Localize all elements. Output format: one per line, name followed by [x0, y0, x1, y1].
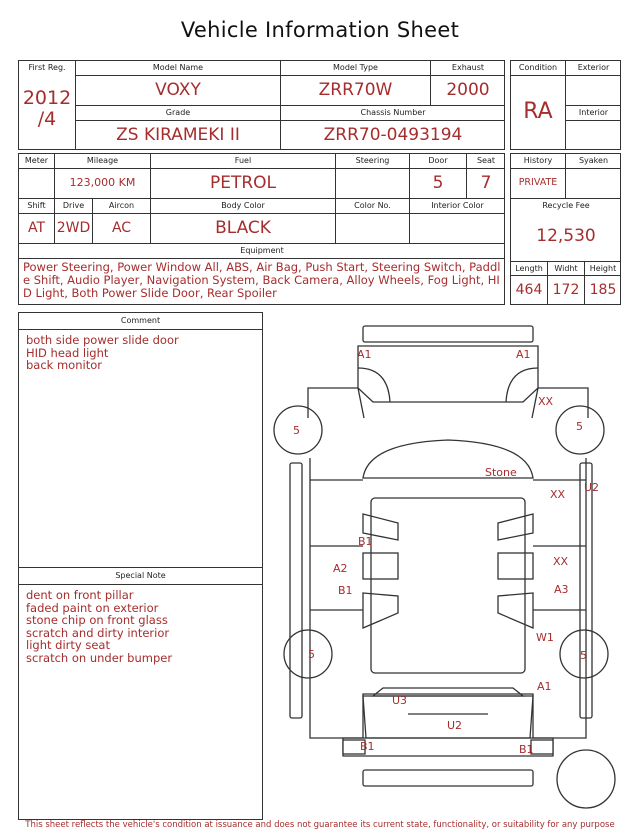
damage-mark: U2 [584, 481, 600, 494]
right-rear-window [498, 593, 533, 628]
hood [358, 346, 538, 402]
damage-mark: W1 [536, 631, 554, 644]
syaken-label: Syaken [566, 154, 621, 169]
car-damage-diagram [268, 318, 630, 818]
height-label: Height [585, 262, 621, 276]
grade-value: ZS KIRAMEKI II [116, 125, 240, 145]
drive-value: 2WD [56, 220, 91, 236]
door-label: Door [410, 154, 466, 169]
damage-mark: A2 [333, 562, 348, 575]
damage-mark: U3 [392, 694, 408, 707]
left-mid-window [363, 553, 398, 579]
fuel-value: PETROL [209, 173, 277, 193]
special-note-line: dent on front pillar [26, 588, 134, 602]
special-note-section [19, 567, 262, 664]
model-name-label: Model Name [76, 61, 280, 76]
seat-label: Seat [467, 154, 505, 169]
damage-mark: 5 [576, 420, 583, 433]
rear-under-bumper [363, 770, 533, 786]
equipment-label: Equipment [19, 244, 505, 259]
shift-label: Shift [19, 199, 54, 214]
first-reg-label: First Reg. [28, 63, 66, 72]
damage-mark: A1 [516, 348, 531, 361]
special-note-line: scratch on under bumper [26, 650, 173, 665]
special-note-line: light dirty seat [26, 638, 110, 652]
recycle-fee-value: 12,530 [536, 226, 596, 246]
recycle-fee-label: Recycle Fee [542, 201, 590, 210]
exhaust-value: 2000 [446, 80, 490, 100]
damage-mark: XX [553, 555, 569, 568]
mileage-value: 123,000 KM [69, 176, 136, 189]
damage-mark: B1 [519, 743, 534, 756]
history-table [510, 153, 621, 305]
width-value: 172 [552, 282, 580, 298]
condition-value: RA [523, 99, 553, 124]
first-reg-value: 2012 /4 [22, 87, 72, 130]
spec-table [18, 153, 505, 305]
history-label: History [511, 154, 565, 169]
damage-mark: XX [538, 395, 554, 408]
damage-mark: A3 [554, 583, 569, 596]
damage-mark: XX [550, 488, 566, 501]
condition-label: Condition [511, 61, 565, 76]
vehicle-info-table [18, 60, 505, 150]
equipment-value: Power Steering, Power Window All, ABS, Air Bag, Push Start, Steering Switch, Paddle Shift, Audio Player, Navigation System, Back Camera, Alloy Wheels, Fog Light, HID Light, Both Power Slide Door, Rear Spoiler [23, 260, 501, 300]
mileage-label: Mileage [55, 154, 150, 169]
damage-mark: A1 [537, 680, 552, 693]
roof [371, 498, 525, 673]
seat-value: 7 [480, 173, 492, 193]
rear-lamp-right [531, 740, 553, 754]
hood-left-arc [358, 368, 390, 402]
damage-mark: 5 [293, 424, 300, 437]
damage-mark: 5 [580, 649, 587, 662]
right-front-window [498, 514, 533, 540]
front-left-fender [308, 388, 364, 418]
aircon-label: Aircon [93, 199, 150, 214]
left-rear-window [363, 593, 398, 628]
special-note-label: Special Note [19, 567, 262, 585]
steering-label: Steering [336, 154, 409, 169]
page-title: Vehicle Information Sheet [180, 18, 460, 42]
model-type-label: Model Type [281, 61, 430, 76]
damage-mark: A1 [357, 348, 372, 361]
damage-mark: B1 [338, 584, 353, 597]
exhaust-label: Exhaust [431, 61, 505, 76]
color-no-label: Color No. [336, 199, 409, 214]
aircon-value: AC [111, 220, 132, 236]
right-mid-window [498, 553, 533, 579]
hood-right-arc [506, 368, 538, 402]
damage-mark: Stone [485, 466, 517, 479]
special-note-line: stone chip on front glass [26, 613, 168, 627]
damage-mark: B1 [360, 740, 375, 753]
front-bumper [363, 326, 533, 342]
model-name-value: VOXY [155, 80, 201, 100]
damage-mark: B1 [358, 535, 373, 548]
history-value: PRIVATE [518, 177, 558, 188]
interior-label: Interior [566, 106, 621, 121]
comment-line: back monitor [26, 358, 102, 372]
body-color-label: Body Color [151, 199, 335, 214]
length-value: 464 [515, 282, 543, 298]
comment-list [19, 330, 262, 372]
model-type-value: ZRR70W [318, 80, 393, 100]
height-value: 185 [589, 282, 617, 298]
grade-label: Grade [76, 106, 280, 121]
fuel-label: Fuel [151, 154, 335, 169]
condition-table [510, 60, 621, 150]
comment-line: both side power slide door [26, 333, 179, 347]
spare-wheel [557, 750, 615, 808]
exterior-label: Exterior [566, 61, 621, 76]
notes-panel [18, 312, 263, 820]
width-label: Widht [548, 262, 584, 276]
length-label: Length [511, 262, 547, 276]
special-note-line: faded paint on exterior [26, 600, 159, 615]
damage-mark: 5 [308, 648, 315, 661]
shift-value: AT [27, 220, 46, 236]
comment-line: HID head light [26, 345, 109, 360]
interior-color-label: Interior Color [410, 199, 505, 214]
chassis-number-value: ZRR70-0493194 [323, 125, 463, 145]
chassis-number-label: Chassis Number [281, 106, 505, 121]
drive-label: Drive [55, 199, 92, 214]
left-side-molding [290, 463, 302, 718]
special-note-list [19, 585, 262, 664]
disclaimer-footer: This sheet reflects the vehicle's condition at issuance and does not guarantee its current state, functionality, or suitability for any purpose [25, 820, 615, 830]
special-note-line: scratch and dirty interior [26, 625, 170, 640]
body-color-value: BLACK [215, 218, 271, 238]
door-value: 5 [432, 173, 444, 193]
damage-mark: U2 [447, 719, 463, 732]
comment-label: Comment [19, 313, 262, 330]
meter-label: Meter [19, 154, 54, 169]
